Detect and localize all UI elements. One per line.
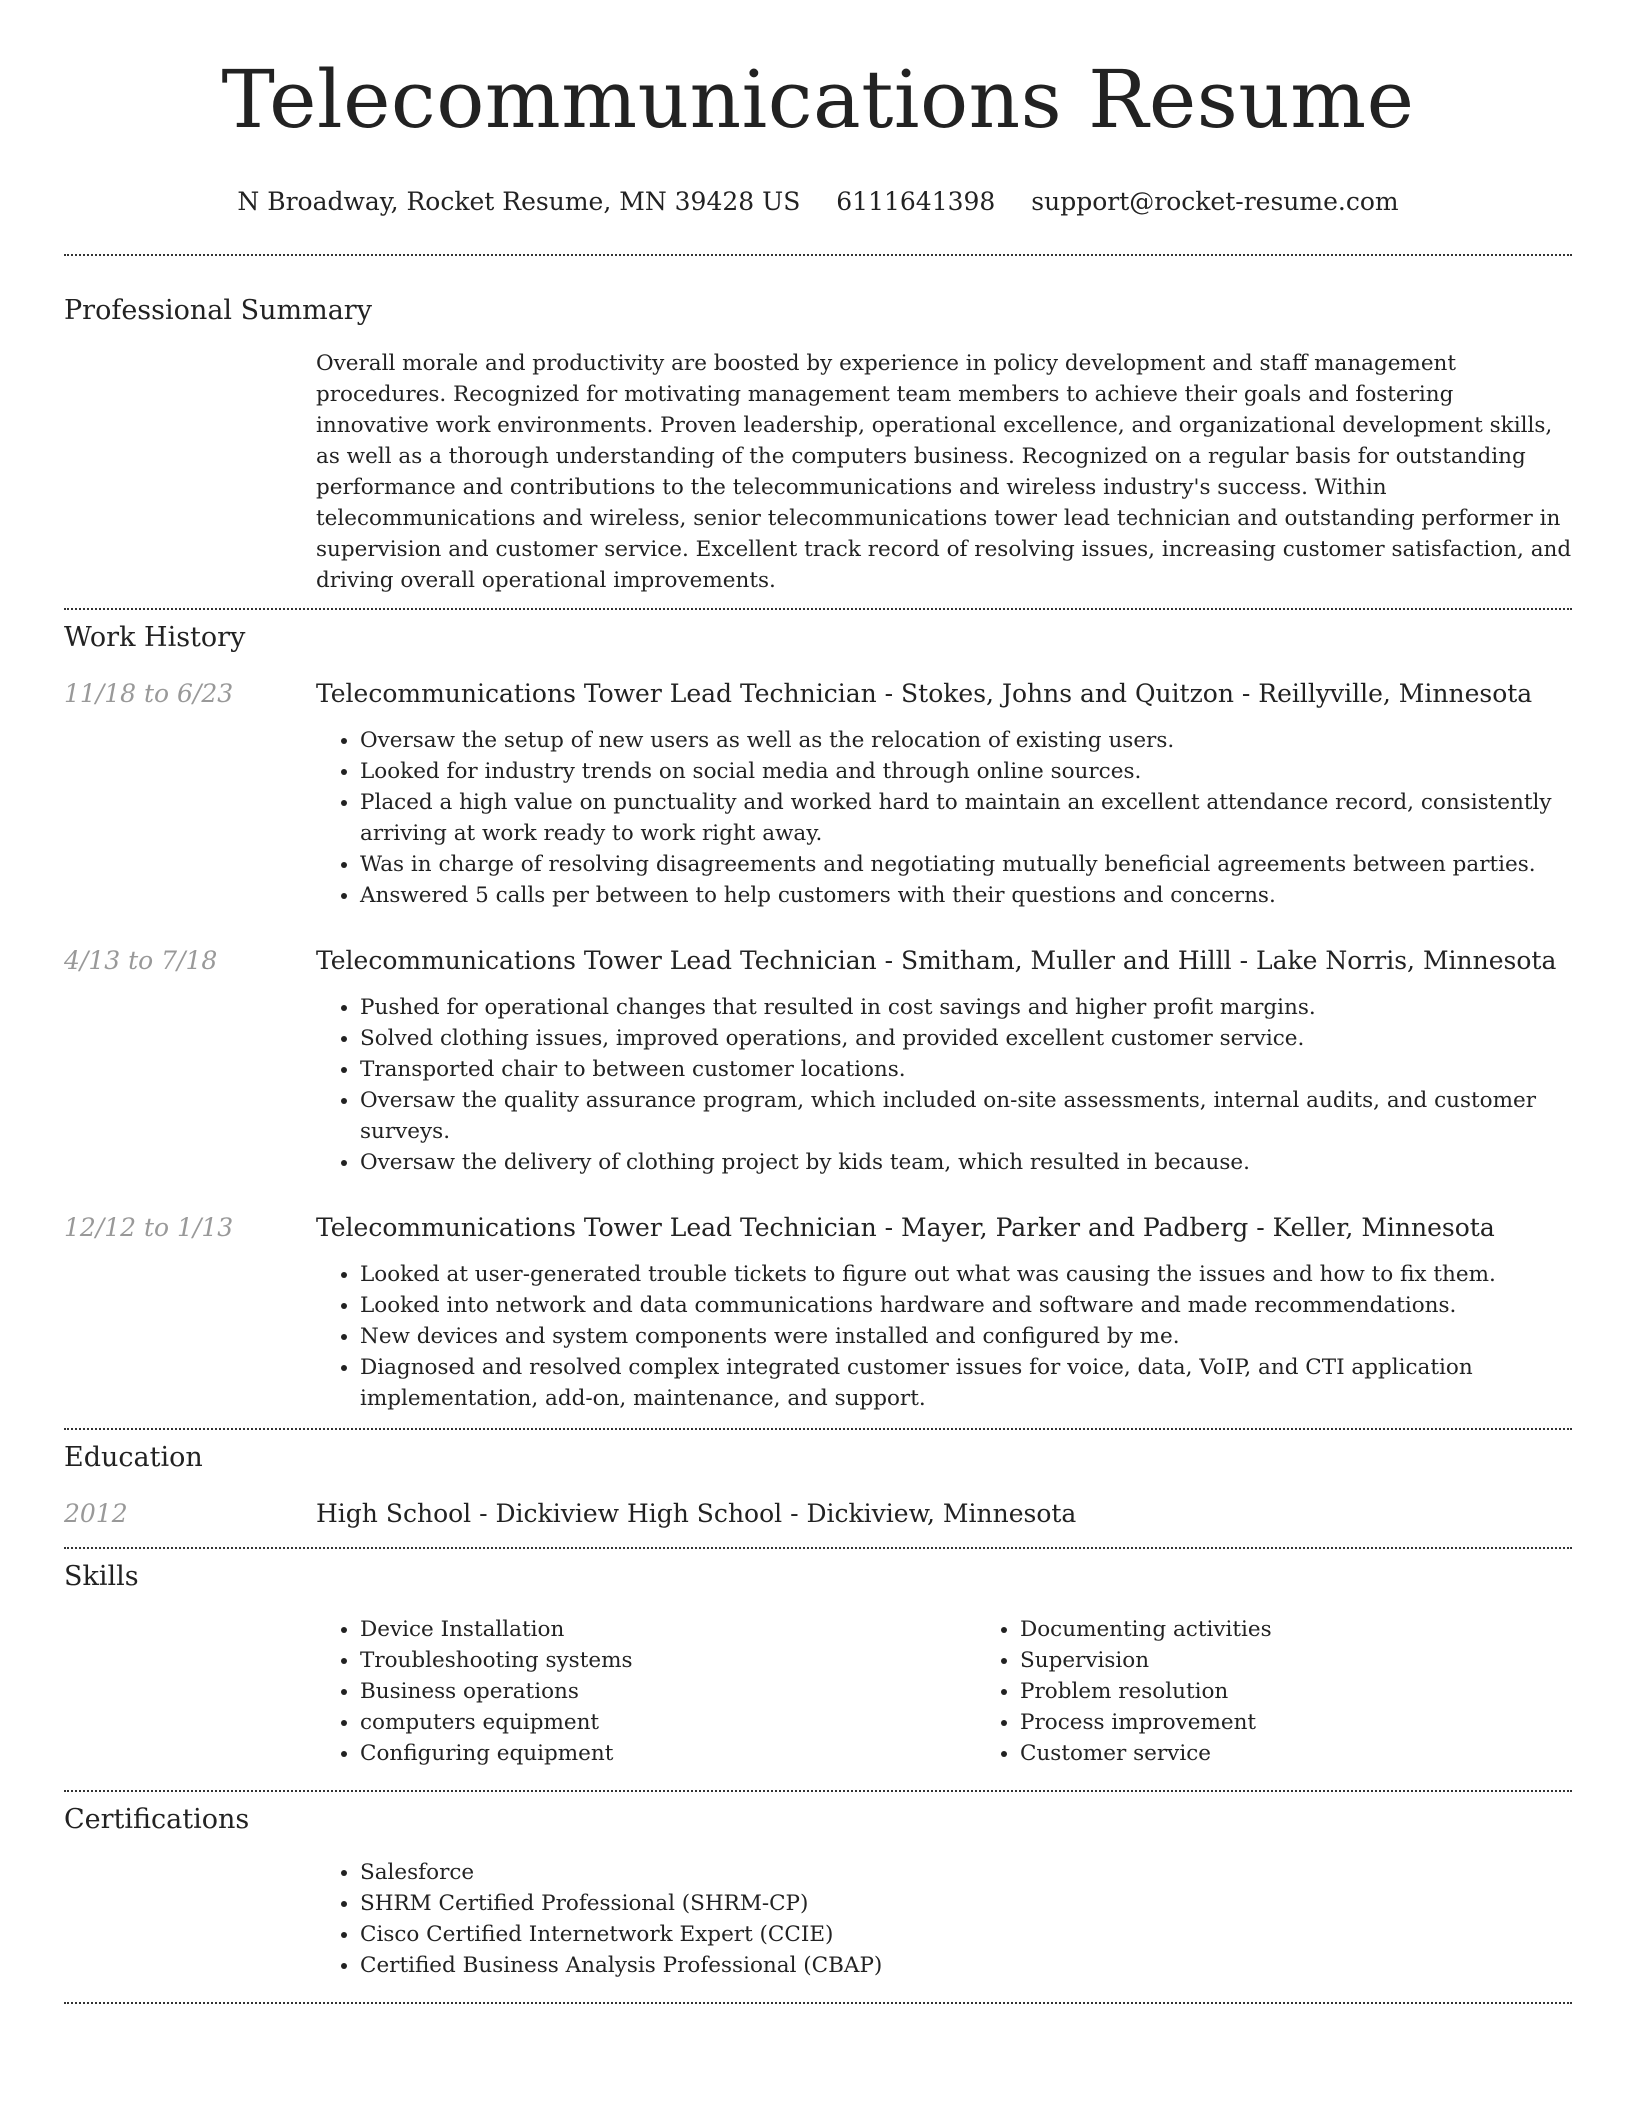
job-entry (64, 944, 1572, 1178)
contact-address: N Broadway, Rocket Resume, MN 39428 US (237, 187, 801, 216)
list-item: • Troubleshooting systems (360, 1645, 976, 1676)
divider (64, 1790, 1572, 1792)
contact-email: support@rocket-resume.com (1031, 187, 1399, 216)
list-item: • Oversaw the quality assurance program, which included on-site assessments, internal audits, and customer surveys. (360, 1085, 1572, 1147)
resume-title: Telecommunications Resume (221, 53, 1415, 146)
job-title: Telecommunications Tower Lead Technician - Stokes, Johns and Quitzon - Reillyville, Minnesota (316, 679, 1533, 708)
job-dates: 11/18 to 6/23 (64, 679, 234, 708)
contact-phone: 6111641398 (836, 187, 996, 216)
skills-spacer (64, 1614, 316, 1769)
list-item: • Business operations (360, 1676, 976, 1707)
list-item: • Transported chair to between customer locations. (360, 1054, 1572, 1085)
list-item: • Cisco Certified Internetwork Expert (CCIE) (360, 1919, 1572, 1950)
divider (64, 254, 1572, 256)
education-year: 2012 (64, 1499, 128, 1528)
job-bullets (316, 725, 1572, 911)
list-item: • Pushed for operational changes that resulted in cost savings and higher profit margins. (360, 992, 1572, 1023)
certifications-heading: Certifications (64, 1804, 250, 1835)
skills-columns (316, 1614, 1632, 1769)
list-item: • Oversaw the delivery of clothing project by kids team, which resulted in because. (360, 1147, 1572, 1178)
list-item: • Problem resolution (1020, 1676, 1632, 1707)
list-item: • Diagnosed and resolved complex integrated customer issues for voice, data, VoIP, and CTI application implementation, add-on, maintenance, and support. (360, 1352, 1572, 1414)
list-item: • Looked into network and data communications hardware and software and made recommendations. (360, 1290, 1572, 1321)
divider (64, 2002, 1572, 2004)
certifications-spacer (64, 1857, 316, 1981)
education-entry (64, 1497, 1572, 1531)
list-item: • Documenting activities (1020, 1614, 1632, 1645)
education-heading: Education (64, 1442, 203, 1473)
divider (64, 608, 1572, 610)
list-item: • Answered 5 calls per between to help customers with their questions and concerns. (360, 880, 1572, 911)
list-item: • Customer service (1020, 1738, 1632, 1769)
job-bullets (316, 992, 1572, 1178)
list-item: • Placed a high value on punctuality and worked hard to maintain an excellent attendance record, consistently arriving at work ready to work right away. (360, 787, 1572, 849)
list-item: • Was in charge of resolving disagreements and negotiating mutually beneficial agreements between parties. (360, 849, 1572, 880)
divider (64, 1428, 1572, 1430)
skills-list-left (316, 1614, 976, 1769)
list-item: • Device Installation (360, 1614, 976, 1645)
job-entry (64, 677, 1572, 911)
certifications-list (316, 1857, 1572, 1981)
job-entry (64, 1211, 1572, 1414)
list-item: • Process improvement (1020, 1707, 1632, 1738)
education-school: High School - Dickiview High School - Dickiview, Minnesota (316, 1499, 1077, 1528)
summary-text: Overall morale and productivity are boosted by experience in policy development and staff management procedures. Recognized for motivating management team members to achieve their goals and fostering innovative work environments. Proven leadership, operational excellence, and organizational development skills, as well as a thorough understanding of the computers business. Recognized on a regular basis for outstanding performance and contributions to the telecommunications and wireless industry's success. Within telecommunications and wireless, senior telecommunications tower lead technician and outstanding performer in supervision and customer service. Excellent track record of resolving issues, increasing customer satisfaction, and driving overall operational improvements. (316, 351, 1572, 593)
list-item: • SHRM Certified Professional (SHRM-CP) (360, 1888, 1572, 1919)
list-item: • Looked at user-generated trouble tickets to figure out what was causing the issues and how to fix them. (360, 1259, 1572, 1290)
list-item: • Oversaw the setup of new users as well as the relocation of existing users. (360, 725, 1572, 756)
resume-page (64, 0, 1572, 2004)
list-item: • New devices and system components were installed and configured by me. (360, 1321, 1572, 1352)
list-item: • computers equipment (360, 1707, 976, 1738)
work-heading: Work History (64, 622, 246, 653)
summary-spacer (64, 348, 316, 596)
job-dates: 12/12 to 1/13 (64, 1213, 234, 1242)
summary-heading: Professional Summary (64, 295, 372, 326)
list-item: • Supervision (1020, 1645, 1632, 1676)
skills-list-right (976, 1614, 1632, 1769)
contact-line (64, 186, 1572, 218)
list-item: • Certified Business Analysis Professional (CBAP) (360, 1950, 1572, 1981)
divider (64, 1547, 1572, 1549)
list-item: • Looked for industry trends on social media and through online sources. (360, 756, 1572, 787)
job-title: Telecommunications Tower Lead Technician - Mayer, Parker and Padberg - Keller, Minnesota (316, 1213, 1495, 1242)
skills-heading: Skills (64, 1561, 139, 1592)
list-item: • Configuring equipment (360, 1738, 976, 1769)
list-item: • Solved clothing issues, improved operations, and provided excellent customer service. (360, 1023, 1572, 1054)
job-dates: 4/13 to 7/18 (64, 946, 218, 975)
job-title: Telecommunications Tower Lead Technician - Smitham, Muller and Hilll - Lake Norris, Minnesota (316, 946, 1557, 975)
list-item: • Salesforce (360, 1857, 1572, 1888)
job-bullets (316, 1259, 1572, 1414)
